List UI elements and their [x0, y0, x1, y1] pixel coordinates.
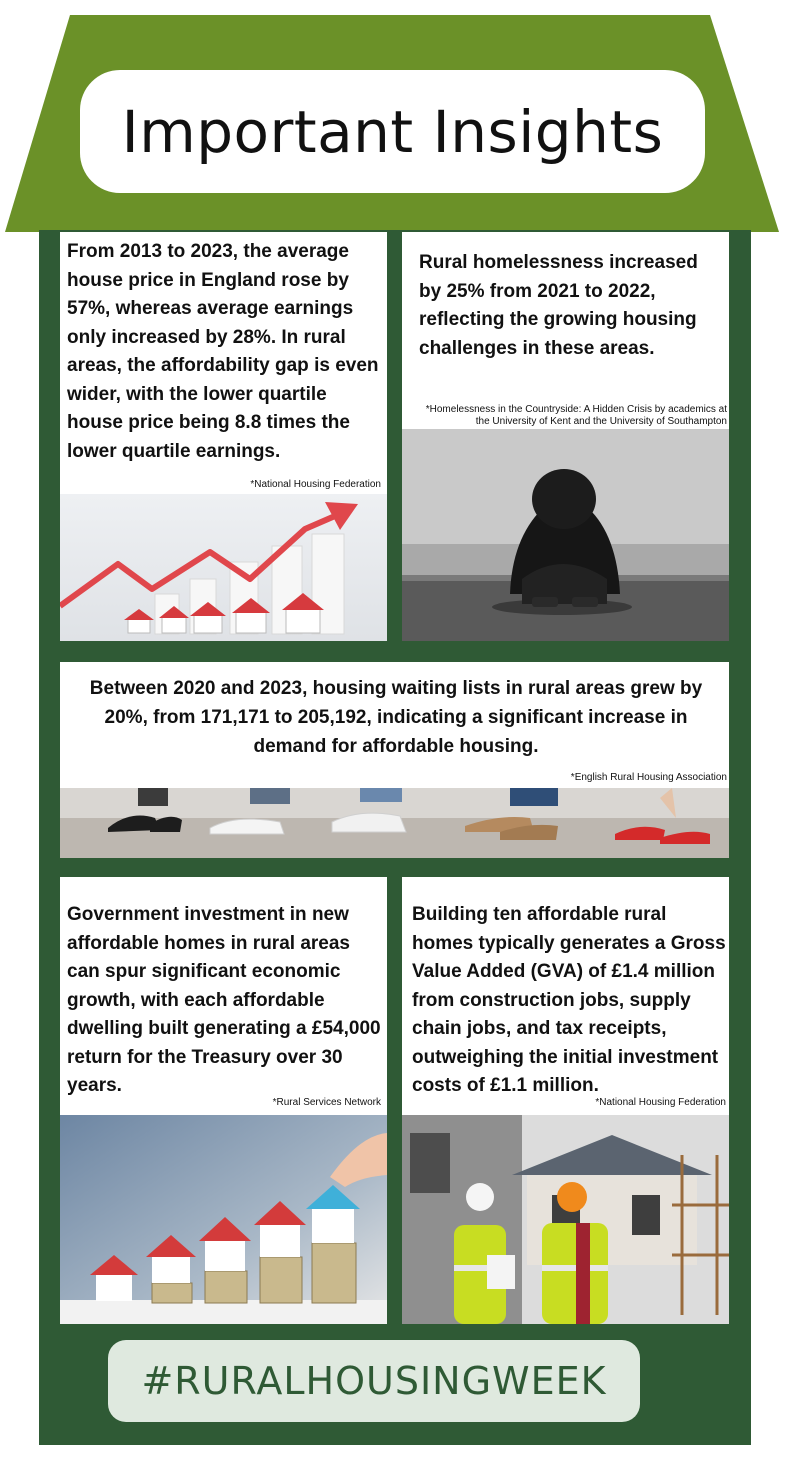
insight-text: Building ten affordable rural homes typically generates a Gross Value Added (GVA) of £1.4 million from construction jobs, supply chain jobs, and tax receipts, outweighing the initial investment costs of £1.1 million. — [412, 904, 726, 1096]
page-title: Important Insights — [121, 97, 664, 166]
insight-card-gva — [402, 877, 729, 1324]
people-waiting-in-line-image — [60, 788, 729, 858]
insight-text: Government investment in new affordable homes in rural areas can spur significant economic growth, with each affordable dwelling built generating a £54,000 return for the Treasury over 30 years. — [67, 904, 381, 1096]
insight-card-house-prices — [60, 232, 387, 641]
insight-card-government-investment — [60, 877, 387, 1324]
title-banner — [80, 70, 705, 193]
insight-source: *Homelessness in the Countryside: A Hidden Crisis by academics at the University of Kent and the University of Southampton — [425, 404, 727, 427]
insight-text: Between 2020 and 2023, housing waiting lists in rural areas grew by 20%, from 171,171 to 205,192, indicating a significant increase in demand for affordable housing. — [89, 678, 703, 757]
homeless-person-sitting-image — [402, 429, 729, 641]
insight-text: Rural homelessness increased by 25% from 2021 to 2022, reflecting the growing housing challenges in these areas. — [419, 252, 698, 359]
houses-on-coin-stacks-image — [60, 1115, 387, 1324]
hashtag-banner — [108, 1340, 640, 1422]
insight-card-waiting-lists — [60, 662, 729, 858]
construction-workers-site-image — [402, 1115, 729, 1324]
insight-card-homelessness — [402, 232, 729, 641]
insight-source: *English Rural Housing Association — [570, 772, 727, 783]
insight-source: *National Housing Federation — [250, 479, 381, 490]
insight-source: *Rural Services Network — [272, 1097, 381, 1108]
insight-text: From 2013 to 2023, the average house price in England rose by 57%, whereas average earnings only increased by 28%. In rural areas, the affordability gap is even wider, with the lower quartile house price being 8.8 times the lower quartile earnings. — [67, 241, 379, 462]
hashtag-text: #RURALHOUSINGWEEK — [141, 1359, 607, 1403]
insight-source: *National Housing Federation — [595, 1097, 726, 1108]
rising-house-price-chart-image — [60, 494, 387, 641]
